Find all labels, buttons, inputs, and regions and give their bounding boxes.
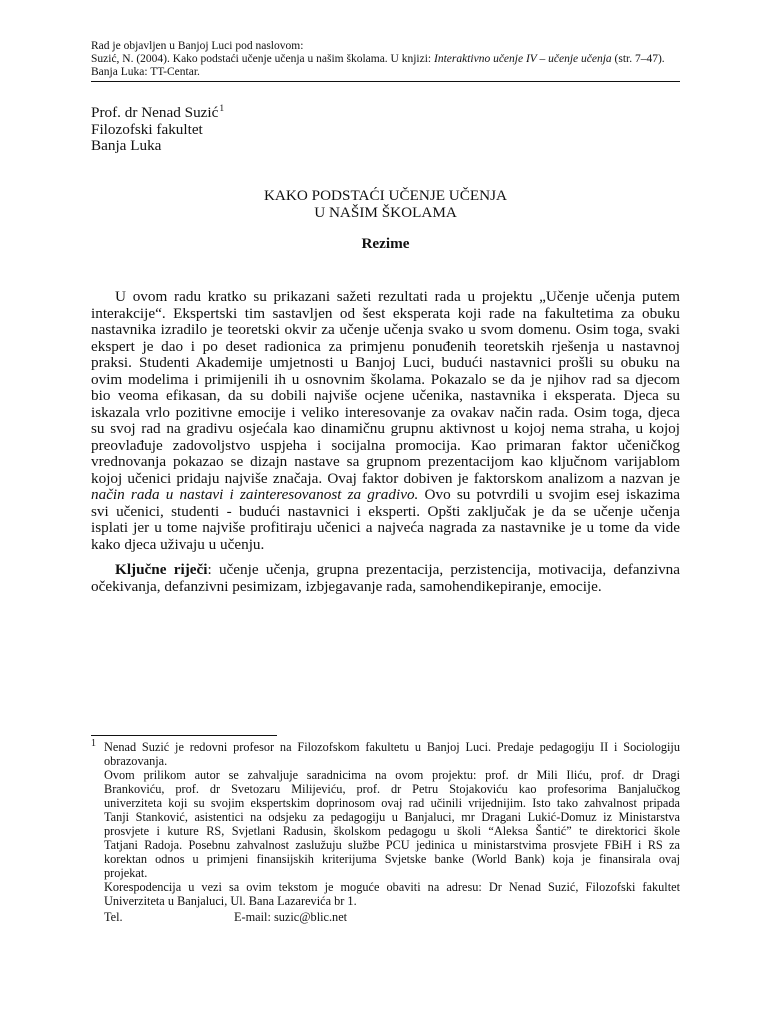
keywords-label: Ključne riječi bbox=[115, 561, 208, 578]
footnote-line: univerziteta koji su svojim ekspertskim doprinosom ovaj rad učinili vrijednijim. Isto tako zahvalnost pripada bbox=[104, 796, 680, 810]
abstract-line: vrednovanja pokazao se dizajn nastave sa grupnom prezentacijom kao ključnom varijablom bbox=[91, 453, 680, 470]
abstract-line: ekspert je dao i po deset radionica za primjenu ponuđenih teoretskih rješenja u nastavnoj bbox=[91, 337, 680, 355]
footnote bbox=[104, 740, 680, 924]
footnote-line: obrazovanja. bbox=[104, 754, 168, 768]
email-address: E-mail: suzic@blic.net bbox=[234, 910, 348, 924]
publication-note-line: Rad je objavljen u Banjoj Luci pod naslovom: bbox=[91, 40, 304, 52]
footnote-divider bbox=[91, 735, 277, 736]
footnote-line: Brankoviću, prof. dr Svetozaru Milijeviću, prof. dr Petru Stojakoviću kao profesorima Banjalučkog bbox=[104, 782, 680, 796]
author-name: Prof. dr Nenad Suzić bbox=[91, 104, 219, 121]
book-title: Interaktivno učenje IV – učenje učenja bbox=[434, 53, 612, 65]
abstract-line: kako djeca uživaju u učenju. bbox=[91, 535, 265, 553]
keywords-line bbox=[91, 562, 680, 579]
footnote-line: Ovom prilikom autor se zahvaljuje saradnicima na ovom projektu: prof. dr Mili Iliću, prof. dr Dragi bbox=[104, 768, 680, 782]
paper-title-line: U NAŠIM ŠKOLAMA bbox=[314, 203, 457, 221]
citation-pages: (str. 7–47). bbox=[611, 53, 665, 65]
author-faculty: Filozofski fakultet bbox=[91, 120, 203, 138]
keywords bbox=[91, 562, 680, 595]
abstract-line: interakcije“. Ekspertski tim sastavljen od šest eksperata koji rade na fakultetima za obuku bbox=[91, 304, 680, 322]
header-divider bbox=[91, 81, 680, 82]
paper-title bbox=[91, 188, 680, 221]
citation-line bbox=[91, 53, 711, 66]
abstract-heading: Rezime bbox=[361, 235, 410, 252]
abstract-line: isplati jer u tome najviše profitiraju učenici a najveća nagrada za nastavnike je u tome da vide bbox=[91, 519, 680, 536]
paper-title-line: KAKO PODSTAĆI UČENJE UČENJA bbox=[263, 187, 508, 204]
publication-note bbox=[91, 40, 711, 79]
footnote-line: Tatjani Radoja. Posebnu zahvalnost zaslužuju službe PCU jedinica u ministarstvima prosvjete FBiH i RS za bbox=[104, 838, 680, 852]
abstract-line: ovim modelima i primijenili ih u osnovnim školama. Pokazalo se da je njihov rad sa djecom bbox=[91, 370, 680, 388]
abstract-line: preovlađuje zadovoljstvo uspjeha i socijalna promocija. Kao primaran faktor učeničkog bbox=[91, 436, 680, 454]
footnote-line: Univerziteta u Banjaluci, Ul. Bana Lazarevića br 1. bbox=[104, 894, 357, 908]
footnote-line: Nenad Suzić je redovni profesor na Filozofskom fakultetu u Banjoj Luci. Predaje pedagogiju II i Sociologiju bbox=[104, 740, 680, 754]
abstract-line bbox=[91, 487, 680, 504]
author-name-line bbox=[91, 105, 491, 122]
abstract-line: bio veoma efikasan, da su dobili najviše ocjene učenika, nastavnika i eksperata. Djeca su bbox=[91, 387, 680, 404]
abstract-line: U ovom radu kratko su prikazani sažeti rezultati rada u projektu „Učenje učenja putem bbox=[115, 288, 680, 305]
footnote-line: korektan odnos u primjeni finansijskih kriterijuma Svjetske banke (World Bank) koja je finansirala ovaj bbox=[104, 852, 680, 866]
footnote-line: Korespodencija u vezi sa ovim tekstom je moguće obaviti na adresu: Dr Nenad Suzić, Filozofski fakultet bbox=[104, 880, 680, 894]
footnote-line: projekat. bbox=[104, 866, 148, 880]
abstract-body bbox=[91, 289, 680, 553]
abstract-line: svi učenici, studenti - budući nastavnici i eksperti. Opšti zaključak je da se učenje učenja bbox=[91, 502, 680, 520]
author-city: Banja Luka bbox=[91, 137, 162, 154]
footnote-line: prosvjete i kuture RS, Svjetlani Radusin, školskom pedagogu u školi “Aleksa Šantić” te direktorici škole bbox=[104, 824, 680, 838]
keywords-line: očekivanja, defanzivni pesimizam, izbjegavanje rada, samohendikepiranje, emocije. bbox=[91, 577, 602, 595]
abstract-line: su svoj rad na gradivu osjećala kao dinamičnu grupnu aktivnost u kojoj nema straha, u kojoj bbox=[91, 420, 680, 437]
abstract-line: nastavnika izradilo je teoretski okvir za učenje učenja svako u svom domenu. Osim toga, svaki bbox=[91, 321, 680, 338]
abstract-line: iskazala vrlo pozitivne emocije i veliko interesovanje za ovakav način rada. Osim toga, djeca bbox=[91, 403, 680, 421]
footnote-line: Tanji Stanković, asistentici na odsjeku za pedagogiju u Banjaluci, mr Dragani Lukić-Domuz iz Ministarstva bbox=[104, 810, 680, 824]
author-footnote-mark: 1 bbox=[219, 104, 225, 114]
keywords-list: : učenje učenja, grupna prezentacija, perzistencija, motivacija, defanzivna bbox=[207, 561, 681, 578]
abstract-line-text: Ovo su potvrdili u svojim esej iskazima bbox=[418, 486, 680, 503]
publisher-line: Banja Luka: TT-Centar. bbox=[91, 66, 200, 78]
footnote-contact bbox=[104, 910, 680, 924]
phone-label: Tel. bbox=[104, 910, 123, 924]
author-block bbox=[91, 105, 491, 155]
abstract-line: praksi. Studenti Akademije umjetnosti u Banjoj Luci, budući nastavnici prošli su obuku na bbox=[91, 354, 680, 371]
footnote-mark: 1 bbox=[91, 738, 96, 749]
emphasized-factor-name: način rada u nastavi i zainteresovanost za gradivo. bbox=[91, 486, 419, 503]
abstract-line: kojoj učenici pridaju najviše značaja. Ovaj faktor dobiven je faktorskom analizom a nazvan je bbox=[91, 469, 680, 487]
citation-text: Suzić, N. (2004). Kako podstaći učenje učenja u našim školama. U knjizi: bbox=[91, 53, 434, 65]
